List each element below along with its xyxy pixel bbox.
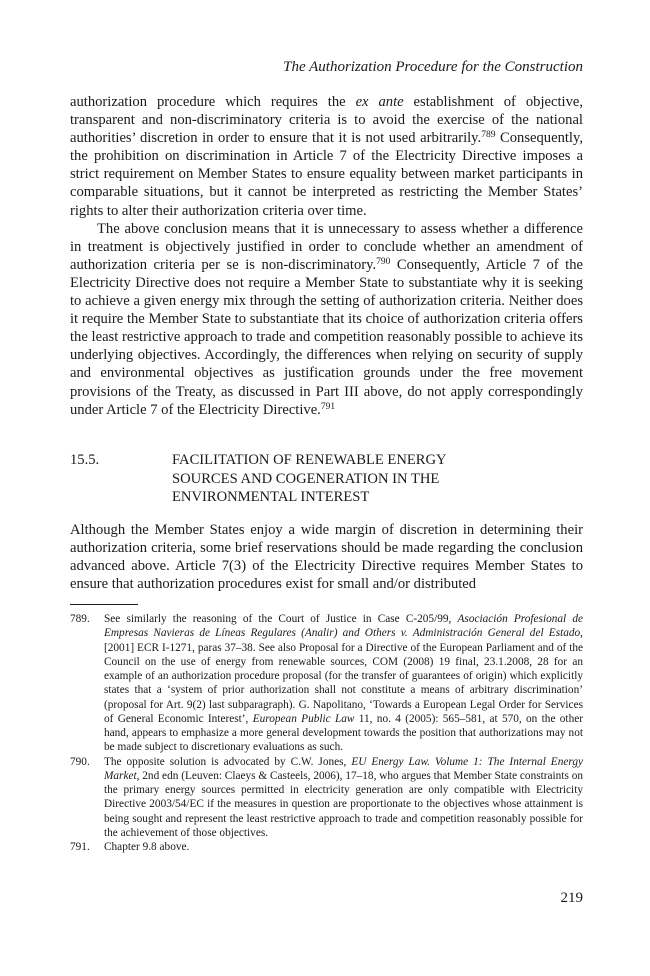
text-run: 11, no. 4 (2005): 565–581, at 570, on the other hand, appears to emphasize a more general development towards the position that authorizations may not be made subject to discretionary evaluations as such. [104,712,583,754]
text-run: The opposite solution is advocated by C.W. Jones, [104,755,352,768]
text-run: Although the Member States enjoy a wide margin of discretion in determining their authorization criteria, some brief reservations should be made regarding the conclusion advanced above. Article 7(3) of the Electricity Directive requires Member States to ensure that authorization procedures exist for small and/or distributed [70,522,583,593]
text-run: authorization procedure which requires the [70,94,356,110]
text-run: establishment of objective, transparent and non-discriminatory criteria is to avoid the exercise of the national authorities’ discretion in order to ensure that it is not used arbitrarily. [70,94,583,147]
section-heading [70,451,583,507]
footnote-number: 789. [70,613,90,625]
running-head: The Authorization Procedure for the Construction [283,59,583,75]
section-number: 15.5. [70,452,100,468]
section-title: FACILITATION OF RENEWABLE ENERGY SOURCES AND COGENERATION IN THE ENVIRONMENTAL INTEREST [172,452,447,505]
italic-text: Asociación Profesional de Empresas Navieras de Líneas Regulares (Analir) and Others v. Administración General del Estado [104,613,583,640]
footnote-ref: 791 [320,401,336,412]
italic-text: European Public Law [252,712,355,725]
page-number: 219 [560,890,583,906]
text-run: Chapter 9.8 above. [104,841,190,853]
body-text-after-heading [70,521,583,593]
footnote-789 [70,612,583,755]
footnote-790 [70,755,583,841]
paragraph-2 [70,220,583,419]
footnote-number: 791. [70,841,90,853]
text-run: The above conclusion means that it is unnecessary to assess whether a difference in treatment is objectively justified in order to conclude whether an amendment of authorization criteria per se is non-discriminatory. [70,220,583,273]
body-text [70,93,583,419]
footnote-number: 790. [70,755,90,768]
text-run: , 2nd edn (Leuven: Claeys & Casteels, 2006), 17–18, who argues that Member State constraints on the primary energy sources permitted in electricity generation are only compatible with Electricity Directive 2003/54/EC if the measures in question are proportionate to the objectives whose attainment is being sought and represent the least restrictive approach to trade and competition reasonably possible for the achievement of those objectives. [104,769,583,839]
paragraph-1 [70,93,583,220]
footnote-text [104,755,583,841]
footnote-ref: 790 [376,256,391,267]
italic-text: ex ante [355,94,404,110]
text-run: Consequently, Article 7 of the Electricity Directive does not require a Member State to substantiate why it is seeking to achieve a given energy mix through the setting of authorization criteria. Neither does it require the Member State to substantiate that its choice of authorization criteria offers the least restrictive approach to trade and competition reasonably possible to achieve its underlying objectives. Accordingly, the differences when relying on security of supply and environmental objectives as justification grounds under the free movement provisions of the Treaty, as discussed in Part III above, do not apply correspondingly under Article 7 of the Electricity Directive. [70,256,583,418]
footnote-rule [70,604,138,605]
footnotes [70,612,583,854]
footnote-text [104,612,583,755]
footnote-ref: 789 [481,130,496,141]
text-run: , [2001] ECR I-1271, paras 37–38. See also Proposal for a Directive of the European Parliament and of the Council on the use of energy from renewable sources, COM (2008) 19 final, 23.1.2008, 28 for an example of an authorization procedure proposal (for the transfer of guarantees of origin) which explicitly states that a ‘system of prior authorization shall not constitute a means of arbitrary discrimination’ (proposal for Art. 9(2) last subparagraph). G. Napolitano, ‘Towards a European Legal Order for Services of General Economic Interest’, [104,627,583,725]
italic-text: EU Energy Law. Volume 1: The Internal Energy Market [104,755,583,782]
footnote-text [104,840,583,854]
footnote-791 [70,840,583,854]
text-run: See similarly the reasoning of the Court of Justice in Case C-205/99, [104,613,458,625]
page [70,0,583,976]
paragraph-3 [70,521,583,593]
text-run: Consequently, the prohibition on discrimination in Article 7 of the Electricity Directive imposes a strict requirement on Member States to ensure equality between market participants in comparable situations, but it cannot be interpreted as restricting the Member States’ rights to alter their authorization criteria over time. [70,130,583,219]
